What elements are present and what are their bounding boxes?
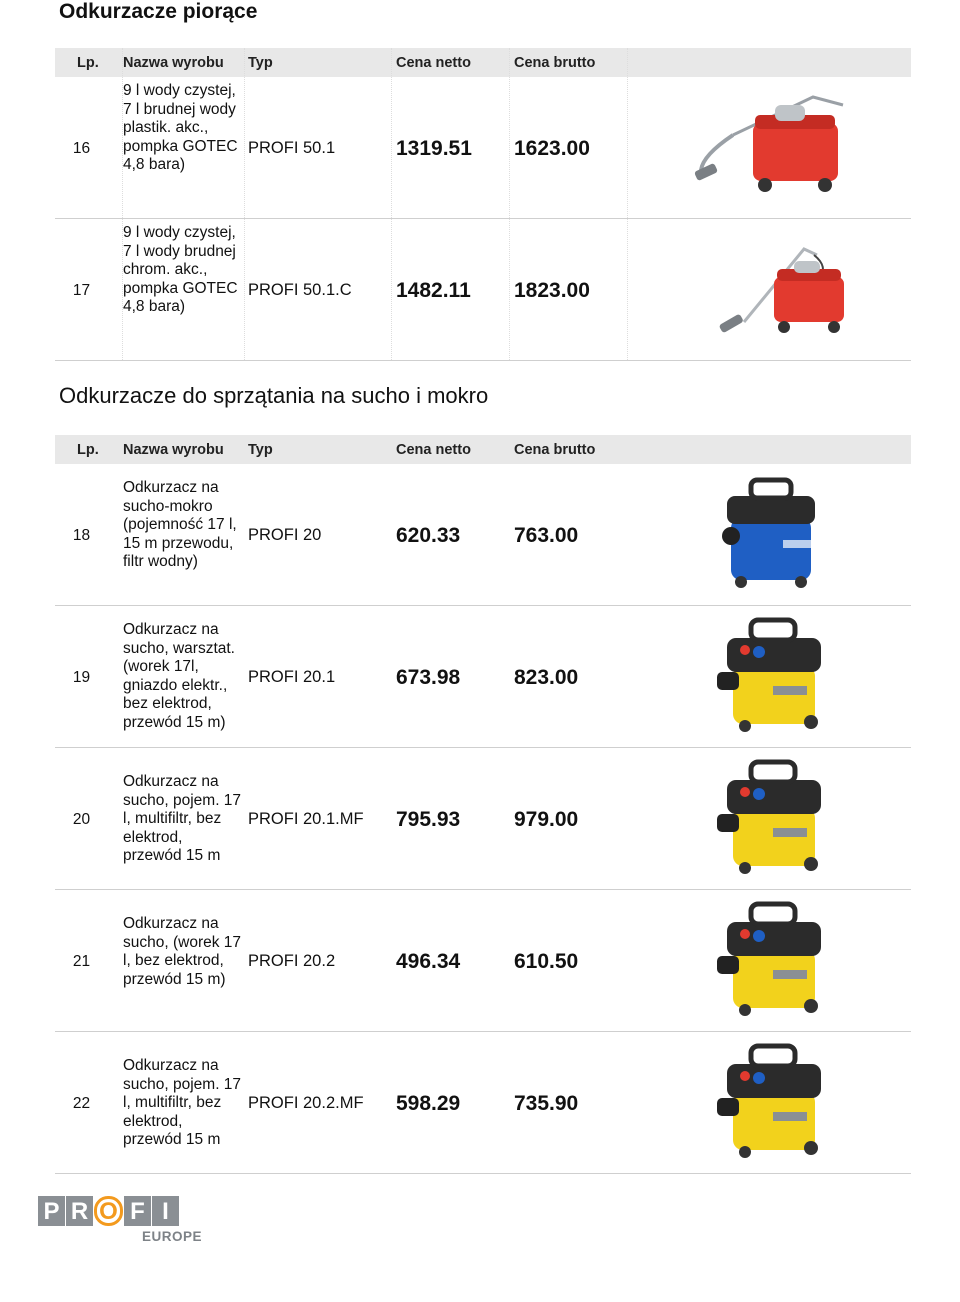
table-header bbox=[55, 435, 911, 464]
header-lp: Lp. bbox=[77, 442, 99, 458]
header-name: Nazwa wyrobu bbox=[123, 55, 224, 71]
row-gross-price: 763.00 bbox=[514, 524, 579, 547]
header-lp: Lp. bbox=[77, 55, 99, 71]
row-gross-price: 1623.00 bbox=[514, 137, 590, 160]
table-row bbox=[55, 219, 911, 361]
row-name: 9 l wody czystej, 7 l brudnej wody plastik. akc., pompka GOTEC 4,8 bara) bbox=[123, 82, 238, 173]
column-divider bbox=[244, 48, 245, 360]
table-header bbox=[55, 48, 911, 77]
yellow-vacuum-image bbox=[715, 616, 827, 734]
section-title-wet-dry-vacuums: Odkurzacze do sprzątania na sucho i mokro bbox=[59, 383, 489, 408]
row-lp: 17 bbox=[72, 282, 91, 299]
logo-letter: O bbox=[94, 1196, 123, 1226]
row-net-price: 1482.11 bbox=[396, 279, 471, 302]
row-lp: 18 bbox=[72, 527, 91, 544]
row-type: PROFI 20 bbox=[248, 526, 322, 544]
row-net-price: 673.98 bbox=[396, 666, 461, 689]
logo-letter: R bbox=[66, 1196, 93, 1226]
row-gross-price: 823.00 bbox=[514, 666, 579, 689]
header-gross: Cena brutto bbox=[514, 442, 596, 458]
blue-wet-dry-vacuum-image bbox=[721, 476, 821, 591]
logo-letter: P bbox=[38, 1196, 65, 1226]
table-row bbox=[55, 77, 911, 219]
header-name: Nazwa wyrobu bbox=[123, 442, 224, 458]
table-row bbox=[55, 748, 911, 890]
row-lp: 19 bbox=[72, 669, 91, 686]
row-lp: 21 bbox=[72, 953, 91, 970]
row-type: PROFI 50.1 bbox=[248, 139, 336, 157]
header-net: Cena netto bbox=[396, 55, 471, 71]
row-lp: 16 bbox=[72, 140, 91, 157]
row-gross-price: 610.50 bbox=[514, 950, 579, 973]
row-lp: 20 bbox=[72, 811, 91, 828]
yellow-vacuum-image bbox=[715, 900, 827, 1018]
column-divider bbox=[509, 48, 510, 360]
row-net-price: 795.93 bbox=[396, 808, 461, 831]
column-divider bbox=[122, 48, 123, 360]
header-net: Cena netto bbox=[396, 442, 471, 458]
row-net-price: 598.29 bbox=[396, 1092, 461, 1115]
logo-subtitle: EUROPE bbox=[142, 1229, 203, 1244]
row-type: PROFI 50.1.C bbox=[248, 281, 352, 299]
header-gross: Cena brutto bbox=[514, 55, 596, 71]
header-type: Typ bbox=[248, 55, 273, 71]
row-lp: 22 bbox=[72, 1095, 91, 1112]
red-carpet-washer-chrome-image bbox=[719, 237, 849, 347]
row-type: PROFI 20.2.MF bbox=[248, 1094, 364, 1112]
row-name: Odkurzacz na sucho, pojem. 17 l, multifiltr, bez elektrod, przewód 15 m bbox=[123, 773, 242, 864]
yellow-vacuum-image bbox=[715, 758, 827, 876]
row-gross-price: 979.00 bbox=[514, 808, 579, 831]
row-name: Odkurzacz na sucho, pojem. 17 l, multifiltr, bez elektrod, przewód 15 m bbox=[123, 1057, 242, 1148]
row-gross-price: 735.90 bbox=[514, 1092, 579, 1115]
red-carpet-washer-image bbox=[693, 85, 853, 210]
row-name: Odkurzacz na sucho, warsztat. (worek 17l, gniazdo elektr., bez elektrod, przewód 15 m) bbox=[123, 621, 235, 731]
logo-letter: F bbox=[124, 1196, 151, 1226]
row-gross-price: 1823.00 bbox=[514, 279, 590, 302]
table-row bbox=[55, 606, 911, 748]
row-name: Odkurzacz na sucho, (worek 17 l, bez elektrod, przewód 15 m) bbox=[123, 915, 242, 988]
table-row bbox=[55, 890, 911, 1032]
table-carpet-washers bbox=[55, 48, 911, 361]
column-divider bbox=[391, 48, 392, 360]
row-type: PROFI 20.2 bbox=[248, 952, 336, 970]
row-net-price: 496.34 bbox=[396, 950, 461, 973]
header-type: Typ bbox=[248, 442, 273, 458]
profi-europe-logo bbox=[38, 1196, 206, 1248]
row-type: PROFI 20.1 bbox=[248, 668, 336, 686]
row-name: Odkurzacz na sucho-mokro (pojemność 17 l, 15 m przewodu, filtr wodny) bbox=[123, 479, 237, 570]
table-row bbox=[55, 464, 911, 606]
logo-letter: I bbox=[152, 1196, 179, 1226]
row-name: 9 l wody czystej, 7 l wody brudnej chrom. akc., pompka GOTEC 4,8 bara) bbox=[123, 224, 238, 315]
section-title-carpet-washers: Odkurzacze piorące bbox=[59, 0, 258, 23]
column-divider bbox=[627, 48, 628, 360]
table-row bbox=[55, 1032, 911, 1174]
row-net-price: 620.33 bbox=[396, 524, 461, 547]
row-type: PROFI 20.1.MF bbox=[248, 810, 364, 828]
yellow-vacuum-image bbox=[715, 1042, 827, 1160]
row-net-price: 1319.51 bbox=[396, 137, 472, 160]
table-wet-dry-vacuums bbox=[55, 435, 911, 1174]
